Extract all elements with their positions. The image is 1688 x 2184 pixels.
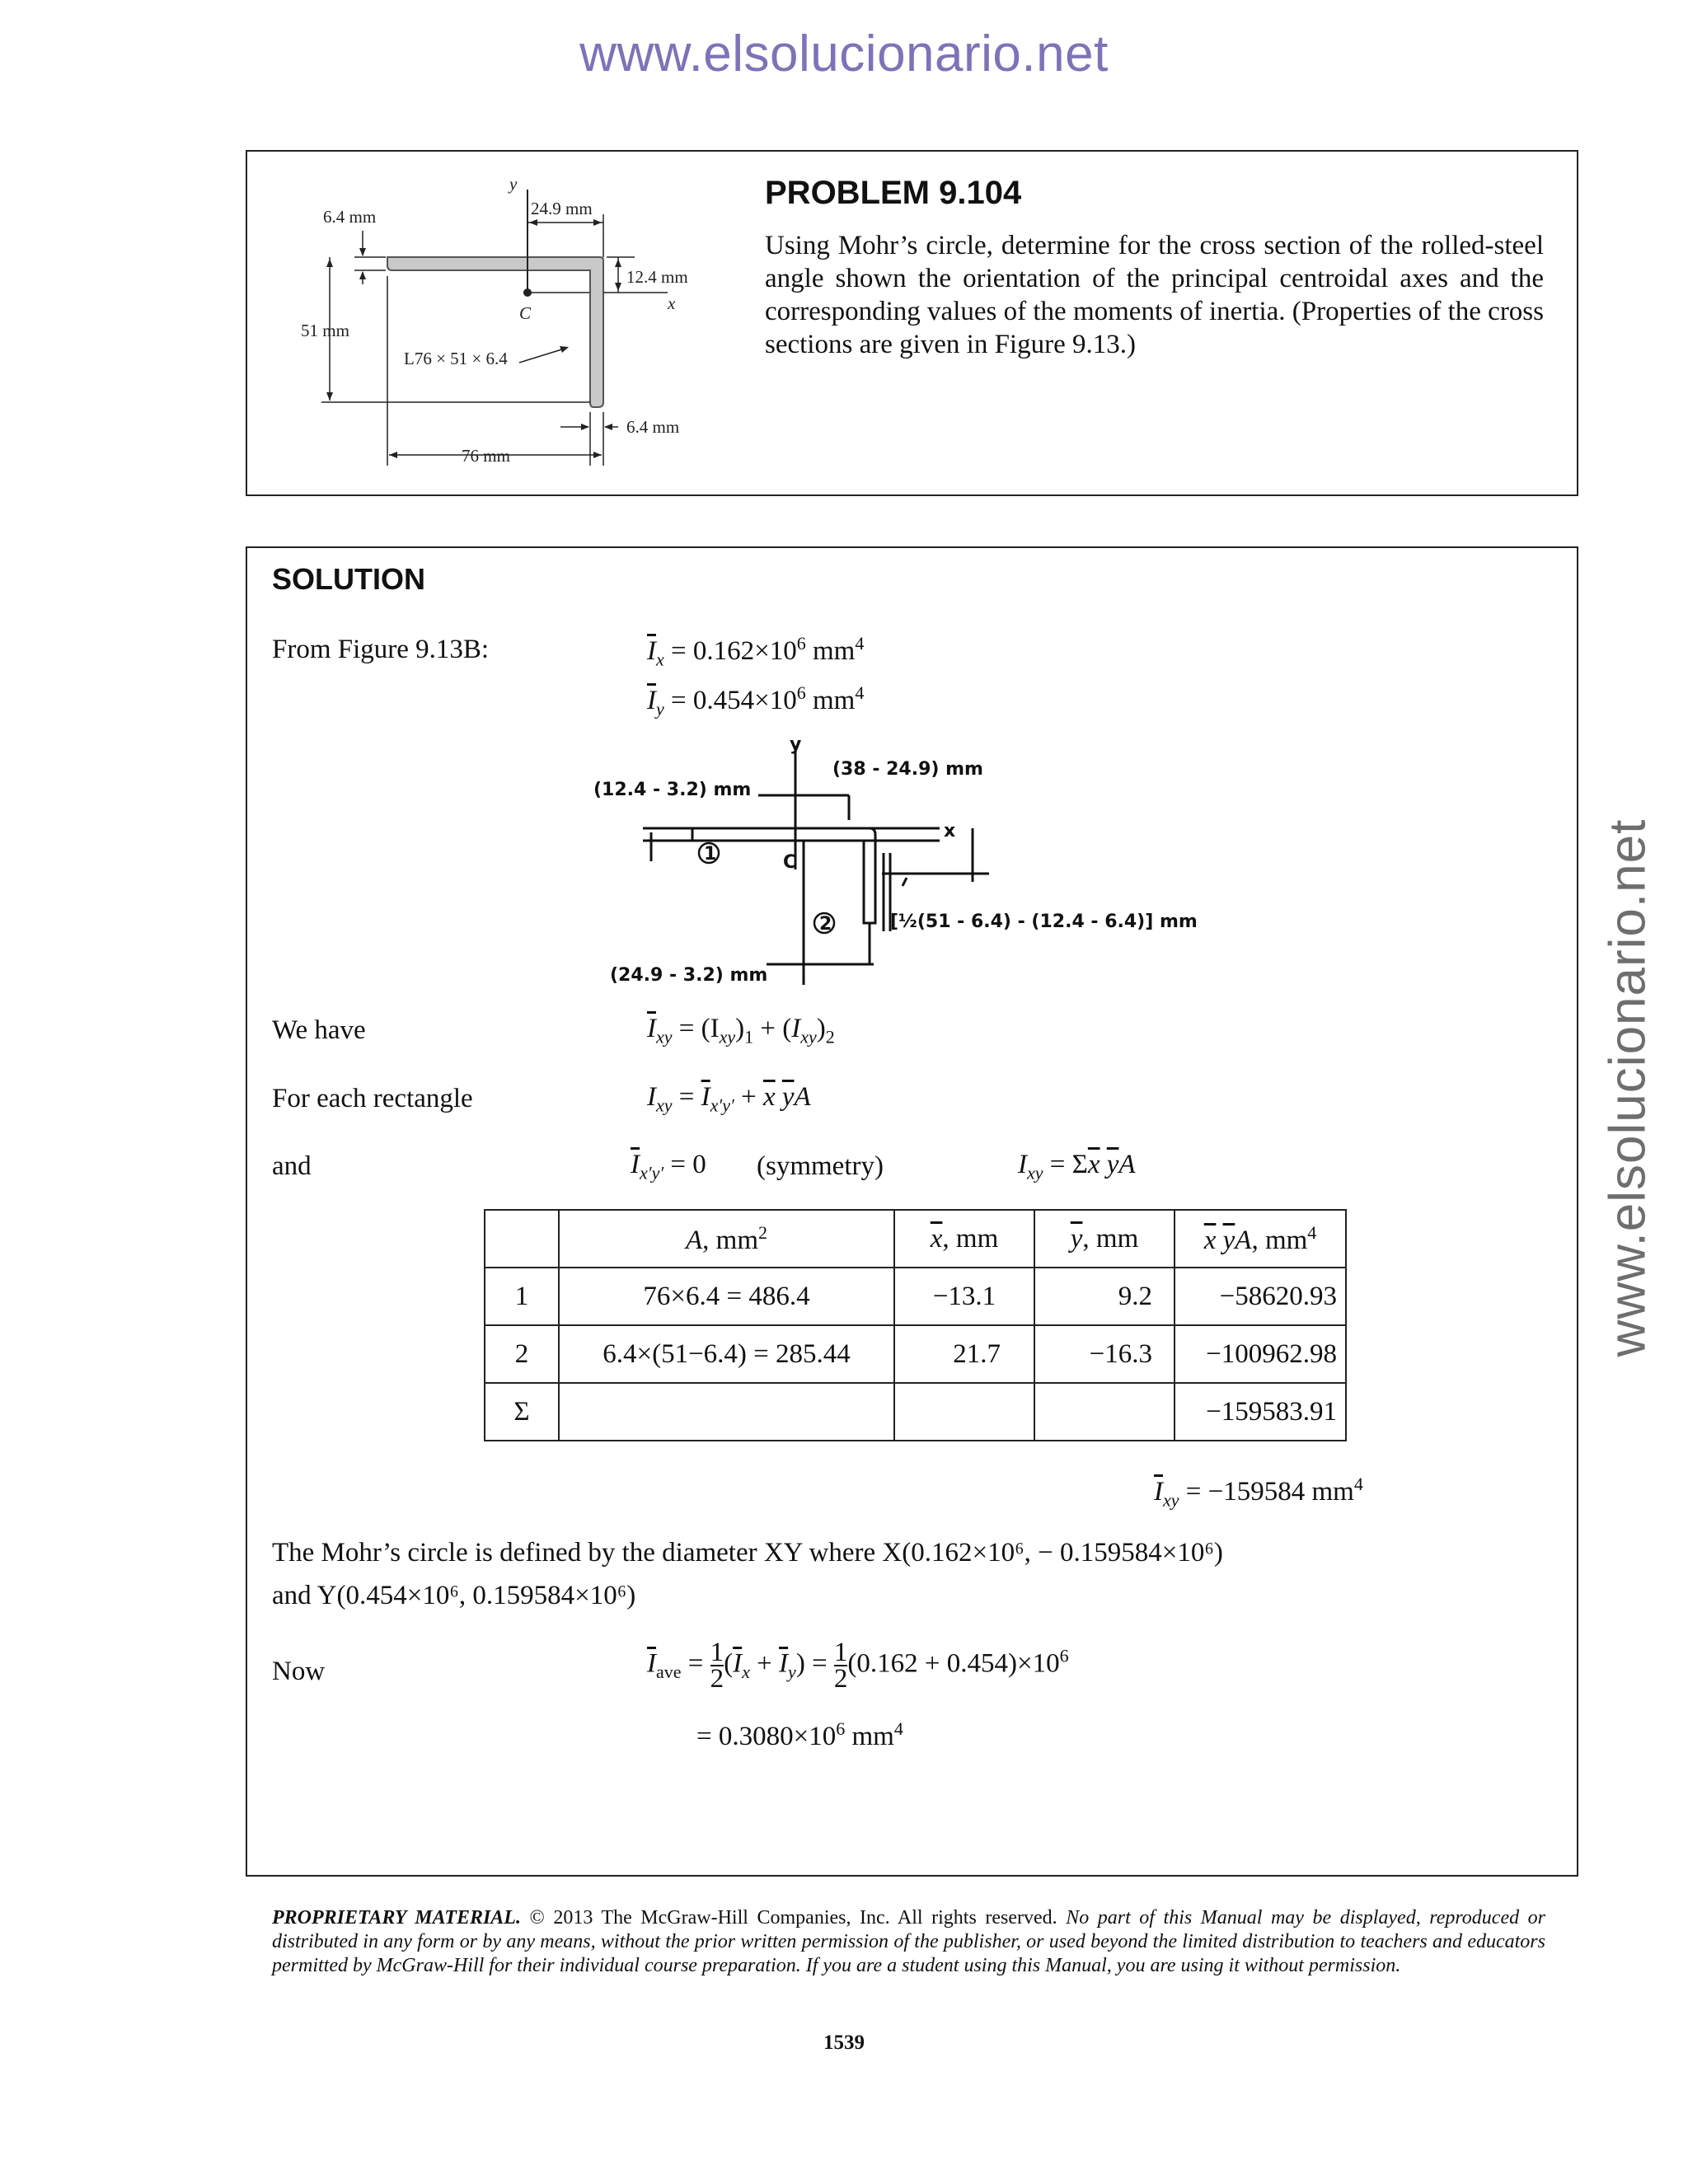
- page-number: 1539: [823, 2032, 865, 2054]
- fig-label-6-4-bottom: 6.4 mm: [626, 417, 680, 437]
- table-cell: −16.3: [1034, 1325, 1175, 1383]
- table-cell: [1034, 1383, 1175, 1441]
- footer-proprietary: PROPRIETARY MATERIAL.: [272, 1907, 521, 1929]
- watermark-side: www.elsolucionario.net: [1599, 818, 1657, 1357]
- table-cell: −159583.91: [1175, 1383, 1346, 1441]
- iy-equation: $\overline{I}_y = 0.454\times 10^6$ $mm^4$: [647, 682, 865, 719]
- table-header-cell: A, $mm^2$: [559, 1210, 894, 1268]
- table-header-cell: $\overline{x}$, mm: [894, 1210, 1034, 1268]
- problem-statement: Using Mohr’s circle, determine for the cross section of the rolled-steel angle shown the orientation of the principal centroidal axes and the corresponding values of the moments of inertia. (Properties of the cross sections are given in Figure 9.13.): [765, 231, 1544, 359]
- parallel-axis-equation: $I_{xy} = \overline{I}_{x'y'} + \overline{x}$ $\overline{y}A$: [647, 1082, 811, 1116]
- table-cell: −58620.93: [1175, 1268, 1346, 1325]
- footer-copyright: © 2013 The McGraw-Hill Companies, Inc. All rights reserved.: [529, 1907, 1057, 1929]
- mohr-line-2: and Y(0.454×10⁶, 0.159584×10⁶): [272, 1581, 636, 1610]
- fig-label-c: C: [519, 303, 532, 323]
- table-cell: 2: [485, 1325, 559, 1383]
- sketch-label-3: [½(51 - 6.4) - (12.4 - 6.4)] mm: [890, 912, 1198, 932]
- angle-section-shape: [387, 257, 603, 407]
- from-figure-label: From Figure 9.13B:: [272, 635, 490, 664]
- table-cell: −100962.98: [1175, 1325, 1346, 1383]
- sketch-axis-x: x: [944, 821, 956, 841]
- table-cell: [559, 1383, 894, 1441]
- symmetry-equation: $\overline{I}_{x'y'} = 0$: [631, 1150, 706, 1183]
- fig-label-y: y: [509, 174, 518, 194]
- iave-result: = $0.3080\times 10^6$ $mm^4$: [696, 1718, 903, 1751]
- problem-figure: [280, 165, 725, 478]
- table-cell: Σ: [485, 1383, 559, 1441]
- sketch-label-4: (24.9 - 3.2) mm: [610, 965, 768, 986]
- table-header-cell: $\overline{y}$, mm: [1034, 1210, 1175, 1268]
- sketch-label-1: (12.4 - 3.2) mm: [593, 780, 752, 800]
- table-header-cell: $\overline{x}$ $\overline{y}A$, $mm^4$: [1175, 1210, 1346, 1268]
- fig-label-6-4-top: 6.4 mm: [323, 207, 377, 227]
- data-table: [484, 1209, 1347, 1441]
- table-cell: −13.1: [894, 1268, 1034, 1325]
- we-have-label: We have: [272, 1015, 366, 1045]
- watermark-top: www.elsolucionario.net: [579, 26, 1109, 82]
- ixy-result: $\overline{I}_{xy} = -159584$ $mm^4$: [1154, 1474, 1363, 1511]
- footer-notice: [272, 1906, 1545, 1978]
- and-label: and: [272, 1151, 312, 1181]
- table-sum-row: [485, 1383, 1346, 1441]
- table-cell: 76×6.4 = 486.4: [559, 1268, 894, 1325]
- for-each-label: For each rectangle: [272, 1084, 473, 1113]
- sketch-num-2: 2: [819, 914, 832, 935]
- ixy-sum-equation: $\overline{I}_{xy} = (I_{xy})_1 + (I_{xy})_2$: [647, 1014, 835, 1047]
- fig-label-76: 76 mm: [462, 446, 510, 466]
- fig-label-51: 51 mm: [301, 321, 349, 340]
- table-cell: 21.7: [894, 1325, 1034, 1383]
- table-cell: 6.4×(51−6.4) = 285.44: [559, 1325, 894, 1383]
- table-cell: 1: [485, 1268, 559, 1325]
- symmetry-note: (symmetry): [757, 1151, 884, 1181]
- table-row: [485, 1325, 1346, 1383]
- fig-label-section: L76 × 51 × 6.4: [404, 349, 508, 368]
- footer-notice-text: No part of this Manual may be displayed, reproduced or distributed in any form or by any means, without the prior written permission of the publisher, or used beyond the limited distribution to teachers and educators permitted by McGraw-Hill for their individual course preparation. If you are a student using this Manual, you are using it without permission.: [272, 1907, 1545, 1976]
- table-cell: [894, 1383, 1034, 1441]
- table-header-row: [485, 1210, 1346, 1268]
- sketch-centroid: C: [783, 852, 797, 873]
- hand-sketch: [577, 738, 1236, 1001]
- fig-label-12-4: 12.4 mm: [626, 267, 688, 287]
- iave-equation: $\overline{I}_{ave}$ = $\frac{1}{2}$ $(\overline{I}_x + \overline{I}_y)$ = $\frac{1}{2}$ $(0.162 + 0.454)\times 10^6$: [647, 1638, 1069, 1694]
- fig-label-x: x: [668, 293, 676, 313]
- mohr-line-1: The Mohr’s circle is defined by the diameter XY where X(0.162×10⁶, − 0.159584×10⁶): [272, 1538, 1223, 1568]
- table-header-cell: [485, 1210, 559, 1268]
- table-cell: 9.2: [1034, 1268, 1175, 1325]
- solution-title: SOLUTION: [272, 562, 425, 596]
- fig-label-24-9: 24.9 mm: [531, 199, 593, 218]
- ixy-total-equation: $I_{xy} = \Sigma\overline{x}$ $\overline{y}A$: [1018, 1150, 1136, 1183]
- problem-title: PROBLEM 9.104: [765, 175, 1022, 211]
- sketch-label-2: (38 - 24.9) mm: [832, 759, 983, 780]
- sketch-num-1: 1: [704, 844, 717, 865]
- sketch-axis-y: y: [790, 738, 802, 755]
- table-row: [485, 1268, 1346, 1325]
- now-label: Now: [272, 1657, 326, 1686]
- ix-equation: $\overline{I}_x = 0.162\times 10^6$ $mm^4$: [647, 633, 865, 670]
- centroid-point: [523, 288, 532, 297]
